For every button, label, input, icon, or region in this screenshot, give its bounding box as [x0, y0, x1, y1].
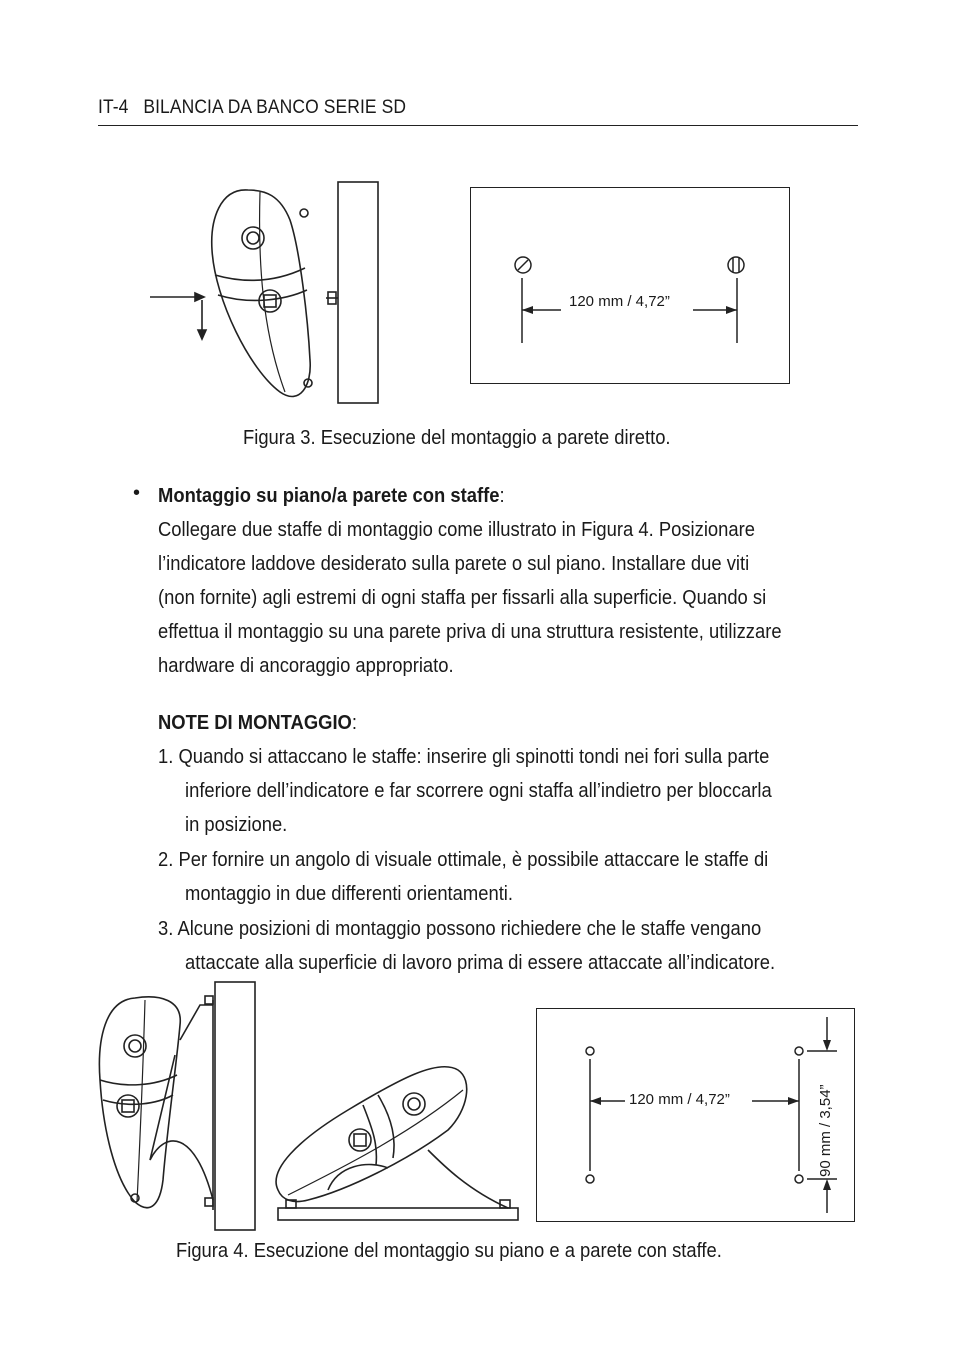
running-header — [98, 97, 406, 119]
section-paragraph-line: (non fornite) agli estremi di ogni staffa per fissarli alla superficie. Quando si — [158, 587, 767, 609]
figure4-dimension-lines — [537, 1009, 856, 1223]
figure3-template — [470, 187, 790, 384]
figure4-desk-mount-illustration — [268, 1050, 523, 1225]
section-heading-colon: : — [499, 485, 505, 507]
note-line: 2. Per fornire un angolo di visuale ottimale, è possibile attaccare le staffe di — [158, 849, 769, 871]
note-line: 1. Quando si attaccano le staffe: inserire gli spinotti tondi nei fori sulla parte — [158, 746, 770, 768]
section-paragraph-line: l’indicatore laddove desiderato sulla parete o sul piano. Installare due viti — [158, 553, 750, 575]
figure4-vertical-dimension-label: 90 mm / 3,54” — [817, 1084, 834, 1177]
notes-heading-colon: : — [351, 712, 357, 734]
bullet-marker: • — [133, 482, 141, 504]
notes-heading — [158, 706, 357, 740]
note-line: in posizione. — [185, 814, 288, 836]
figure3-caption: Figura 3. Esecuzione del montaggio a parete diretto. — [243, 427, 671, 449]
figure3-dimension-label: 120 mm / 4,72” — [569, 293, 670, 310]
figure3-dimension-lines — [471, 188, 791, 385]
header-title: BILANCIA DA BANCO SERIE SD — [143, 97, 407, 118]
figure3-side-view-illustration — [140, 180, 390, 410]
note-line: inferiore dell’indicatore e far scorrere ogni staffa all’indietro per bloccarla — [185, 780, 772, 802]
note-line: 3. Alcune posizioni di montaggio possono richiedere che le staffe vengano — [158, 918, 762, 940]
note-line: montaggio in due differenti orientamenti. — [185, 883, 514, 905]
note-line: attaccate alla superficie di lavoro prima di essere attaccate all’indicatore. — [185, 952, 776, 974]
figure4-horizontal-dimension-label: 120 mm / 4,72” — [629, 1091, 730, 1108]
notes-heading-text: NOTE DI MONTAGGIO — [158, 712, 352, 734]
section-heading-text: Montaggio su piano/a parete con staffe — [158, 485, 500, 507]
page-ref: IT-4 — [98, 97, 129, 118]
figure4-template — [536, 1008, 855, 1222]
section-paragraph-line: effettua il montaggio su una parete priva di una struttura resistente, utilizzare — [158, 621, 782, 643]
section-paragraph-line: hardware di ancoraggio appropriato. — [158, 655, 454, 677]
header-rule — [98, 125, 858, 126]
figure4-caption: Figura 4. Esecuzione del montaggio su piano e a parete con staffe. — [176, 1240, 722, 1262]
figure4-wall-mount-illustration — [95, 980, 265, 1232]
section-heading — [158, 479, 505, 513]
section-paragraph-line: Collegare due staffe di montaggio come illustrato in Figura 4. Posizionare — [158, 519, 755, 541]
